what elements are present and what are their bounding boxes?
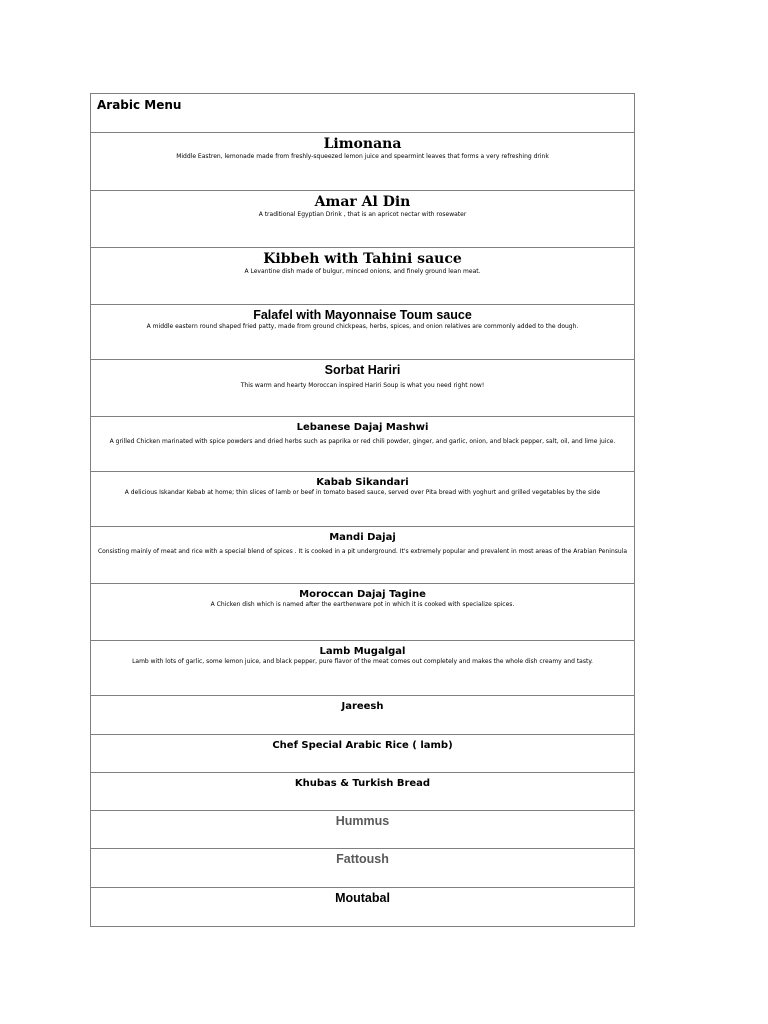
menu-title: Arabic Menu — [97, 98, 182, 112]
menu-item-limonana — [91, 133, 634, 191]
item-name: Hummus — [335, 814, 390, 828]
menu-item-hummus — [91, 811, 634, 849]
item-description: A middle eastern round shaped fried patty, made from ground chickpeas, herbs, spices, and onion relatives are commonly added to the dough. — [146, 323, 579, 330]
menu-item-falafel — [91, 305, 634, 360]
menu-item-fattoush — [91, 849, 634, 888]
item-name: Kabab Sikandari — [316, 477, 409, 488]
menu-item-sorbat-hariri — [91, 360, 634, 417]
item-description: A grilled Chicken marinated with spice powders and dried herbs such as paprika or red chili powder, ginger, and garlic, onion, and black pepper, salt, oil, and lime juice. — [109, 438, 616, 445]
menu-item-kibbeh — [91, 248, 634, 305]
item-name: Limonana — [323, 136, 402, 152]
item-name: Lebanese Dajaj Mashwi — [296, 422, 429, 433]
menu-item-lamb-mugalgal — [91, 641, 634, 696]
item-name: Sorbat Hariri — [324, 363, 401, 377]
item-name: Fattoush — [336, 852, 389, 866]
item-name: Khubas & Turkish Bread — [294, 778, 431, 789]
menu-item-khubas — [91, 773, 634, 811]
menu-item-dajaj-tagine — [91, 584, 634, 641]
item-description: Consisting mainly of meat and rice with a special blend of spices . It is cooked in a pit underground. It's extremely popular and prevalent in most areas of the Arabian Peninsula — [97, 548, 628, 555]
item-name: Amar Al Din — [314, 194, 411, 210]
menu-item-dajaj-mashwi — [91, 417, 634, 472]
item-name: Jareesh — [341, 701, 384, 712]
item-name: Kibbeh with Tahini sauce — [263, 251, 462, 267]
item-name: Mandi Dajaj — [329, 532, 396, 543]
menu-item-chef-special-rice — [91, 735, 634, 773]
item-name: Moutabal — [335, 891, 390, 905]
item-description: A delicious Iskandar Kebab at home; thin slices of lamb or beef in tomato based sauce, served over Pita bread with yoghurt and grilled vegetables by the side — [124, 489, 601, 496]
menu-item-jareesh — [91, 696, 634, 735]
item-name: Moroccan Dajaj Tagine — [299, 589, 426, 600]
item-name: Falafel with Mayonnaise Toum sauce — [253, 308, 472, 322]
item-name: Chef Special Arabic Rice ( lamb) — [272, 740, 453, 751]
item-name: Lamb Mugalgal — [319, 646, 406, 657]
item-description: A Levantine dish made of bulgur, minced onions, and finely ground lean meat. — [244, 267, 481, 275]
menu-item-kabab-sikandari — [91, 472, 634, 527]
item-description: A traditional Egyptian Drink , that is an apricot nectar with rosewater — [258, 210, 467, 218]
item-description: Middle Eastren, lemonade made from freshly-squeezed lemon juice and spearmint leaves that forms a very refreshing drink — [176, 152, 549, 160]
menu-item-moutabal — [91, 888, 634, 926]
menu-item-amar-al-din — [91, 191, 634, 248]
item-description: Lamb with lots of garlic, some lemon juice, and black pepper, pure flavor of the meat comes out completely and makes the whole dish creamy and tasty. — [132, 658, 593, 665]
menu-header-row — [91, 94, 634, 133]
menu-table — [90, 93, 635, 927]
item-description: A Chicken dish which is named after the earthenware pot in which it is cooked with specialize spices. — [210, 601, 515, 608]
menu-item-mandi-dajaj — [91, 527, 634, 584]
item-description: This warm and hearty Moroccan inspired Hariri Soup is what you need right now! — [240, 382, 485, 389]
